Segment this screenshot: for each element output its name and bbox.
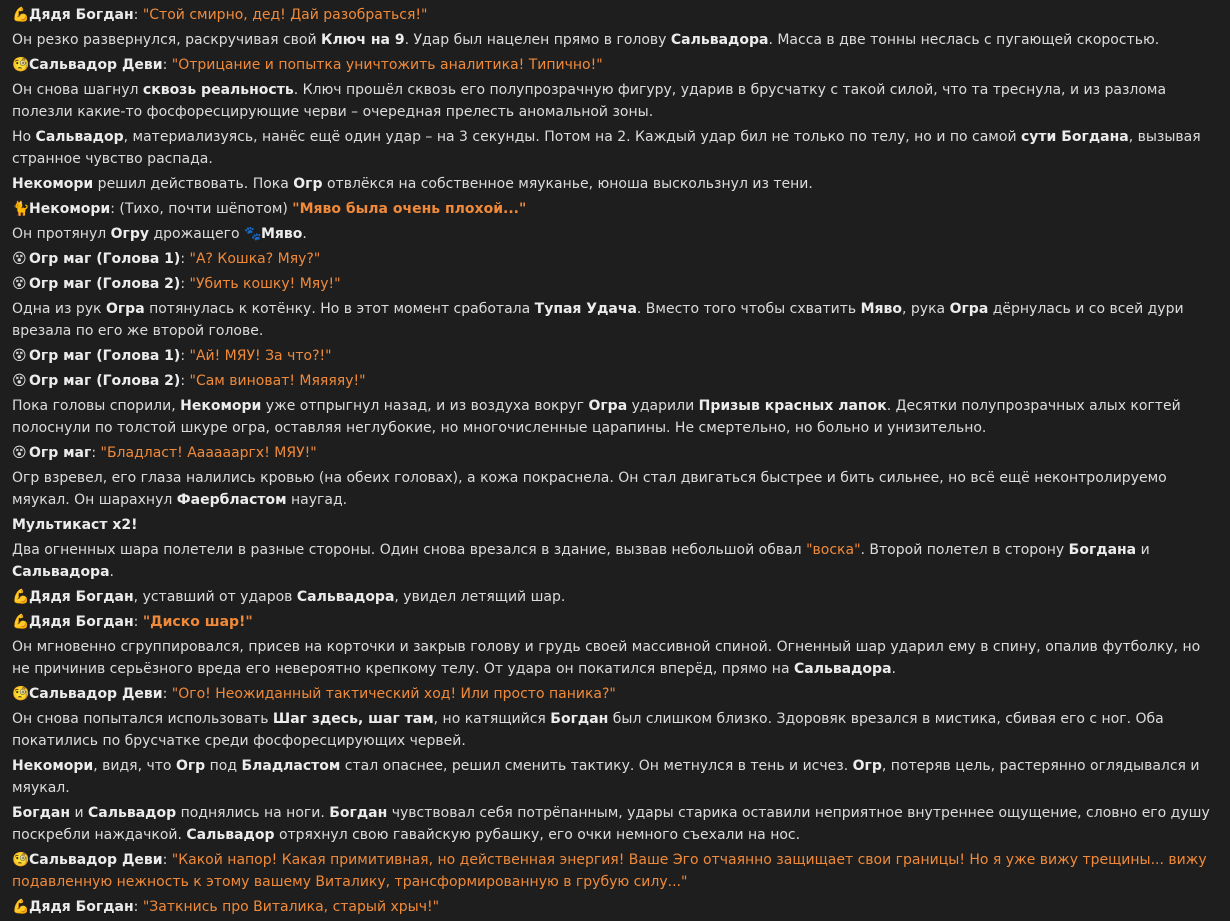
message-text: . Ключ прошёл сквозь его полупрозрачную фигуру, ударив в брусчатку с такой силой, что та треснула, и из разлома полезли какие-то фосфоресцирующие черви – очередная прелесть аномальной зоны. (12, 82, 1167, 120)
bold-text: Огру (110, 226, 150, 242)
quote-text: "Ого! Неожиданный тактический ход! Или просто паника?" (171, 686, 616, 702)
message-text: стал опаснее, решил сменить тактику. Он метнулся в тень и исчез. (340, 758, 853, 774)
message-text: , но катящийся (433, 711, 551, 727)
message-text: : (180, 373, 190, 389)
emoji-icon: 😵 (12, 445, 27, 461)
bold-text: Огр (852, 758, 882, 774)
message-text: и (70, 805, 89, 821)
bold-text: Дядя Богдан (29, 899, 134, 915)
bold-text: Богдан (12, 805, 71, 821)
chat-message (12, 4, 1222, 26)
bold-text: Дядя Богдан (29, 614, 134, 630)
bold-text: Бладластом (241, 758, 341, 774)
emoji-icon: 😵 (12, 276, 27, 292)
bold-text: Огр маг (Голова 2) (29, 276, 181, 292)
message-text: : (Тихо, почти шёпотом) (110, 201, 293, 217)
chat-message (12, 298, 1222, 342)
message-text: : (133, 614, 143, 630)
message-text: : (180, 276, 190, 292)
bold-text: Дядя Богдан (29, 589, 134, 605)
quote-text: "Какой напор! Какая примитивная, но действенная энергия! Ваше Эго отчаянно защищает свои границы! Но я уже вижу трещины... вижу подавленную нежность к этому вашему Виталику, трансформированную в грубую силу..." (12, 852, 1207, 890)
bold-text: Огра (105, 301, 145, 317)
bold-text: сквозь реальность (142, 82, 294, 98)
bold-text: Мяво (260, 226, 303, 242)
message-text: Огр взревел, его глаза налились кровью (на обеих головах), а кожа покраснела. Он стал двигаться быстрее и бить сильнее, но всё ещё неконтролируемо мяукал. Он шарахнул (12, 470, 1167, 508)
bold-text: Сальвадора (793, 661, 892, 677)
chat-message (12, 79, 1222, 123)
bold-text: сути Богдана (1021, 129, 1129, 145)
message-text: . Вместо того чтобы схватить (636, 301, 861, 317)
bold-text: Огр (293, 176, 323, 192)
quote-text: "Сам виноват! Мяяяяу!" (189, 373, 366, 389)
quote-text: "Диско шар!" (142, 614, 253, 630)
chat-message (12, 273, 1222, 295)
message-text: , потеряв цель, растерянно оглядывался и мяукал. (12, 758, 1200, 796)
bold-text: Сальвадор Деви (29, 57, 163, 73)
message-text: под (205, 758, 242, 774)
message-text: и (1136, 542, 1150, 558)
emoji-icon: 💪 (12, 589, 30, 605)
chat-message (12, 636, 1222, 680)
bold-text: Мяво (860, 301, 903, 317)
bold-text: Богдана (1068, 542, 1137, 558)
quote-text: "Отрицание и попытка уничтожить аналитика! Типично!" (171, 57, 603, 73)
bold-text: Шаг здесь, шаг там (272, 711, 434, 727)
chat-message (12, 611, 1222, 633)
bold-text: Призыв красных лапок (698, 398, 887, 414)
message-text: дрожащего (149, 226, 244, 242)
message-text: . Второй полетел в сторону (860, 542, 1069, 558)
chat-message (12, 683, 1222, 705)
message-text: уже отпрыгнул назад, и из воздуха вокруг (261, 398, 589, 414)
message-text: Он резко развернулся, раскручивая свой (12, 32, 322, 48)
chat-message (12, 54, 1222, 76)
emoji-icon: 💪 (12, 614, 30, 630)
message-text: : (133, 7, 143, 23)
emoji-icon: 💪 (12, 899, 30, 915)
message-text: поднялись на ноги. (176, 805, 330, 821)
bold-text: Некомори (29, 201, 111, 217)
bold-text: Сальвадора (670, 32, 769, 48)
message-text: Он протянул (12, 226, 111, 242)
bold-text: Сальвадора (12, 564, 110, 580)
chat-message (12, 708, 1222, 752)
chat-message (12, 514, 1222, 536)
message-text: : (162, 57, 172, 73)
bold-text: Огра (588, 398, 628, 414)
emoji-icon: 🧐 (12, 57, 30, 73)
bold-text: Сальвадор (88, 805, 177, 821)
message-text: Он снова шагнул (12, 82, 143, 98)
message-text: чувствовал себя потрёпанным, удары старика оставили неприятное внутреннее ощущение, словно его душу поскребли наждачкой. (12, 805, 1210, 843)
chat-message (12, 173, 1222, 195)
message-text: был слишком близко. Здоровяк врезался в мистика, сбивая его с ног. Оба покатились по брусчатке среди фосфоресцирующих червей. (12, 711, 1164, 749)
bold-text: Огр маг (Голова 2) (29, 373, 181, 389)
message-text: , рука (902, 301, 950, 317)
message-text: Но (12, 129, 36, 145)
emoji-icon: 🧐 (12, 686, 30, 702)
emoji-icon: 😵 (12, 251, 27, 267)
quote-text: "Заткнись про Виталика, старый хрыч!" (142, 899, 440, 915)
message-text: Одна из рук (12, 301, 106, 317)
chat-message (12, 802, 1222, 846)
quote-text: "воска" (806, 542, 861, 558)
emoji-icon: 😵 (12, 373, 27, 389)
bold-text: Некомори (12, 176, 94, 192)
bold-text: Богдан (550, 711, 609, 727)
quote-text: "Ай! МЯУ! За что?!" (189, 348, 332, 364)
message-text: , уставший от ударов (133, 589, 297, 605)
message-text: . Масса в две тонны неслась с пугающей скоростью. (768, 32, 1160, 48)
quote-text: "А? Кошка? Мяу?" (189, 251, 321, 267)
chat-message (12, 467, 1222, 511)
message-text: , материализуясь, нанёс ещё один удар – на 3 секунды. Потом на 2. Каждый удар бил не только по телу, но и по самой (123, 129, 1021, 145)
quote-text: "Убить кошку! Мяу!" (189, 276, 341, 292)
chat-log (12, 4, 1222, 921)
message-text: отряхнул свою гавайскую рубашку, его очки немного съехали на нос. (274, 827, 801, 843)
chat-message (12, 345, 1222, 367)
message-text: : (180, 251, 190, 267)
chat-message (12, 370, 1222, 392)
bold-text: Некомори (180, 398, 262, 414)
message-text: . (302, 226, 307, 242)
message-text: Он мгновенно сгруппировался, присев на корточки и закрыв голову и грудь своей массивной спиной. Огненный шар ударил ему в спину, опалив футболку, но не причинив серьёзного вреда его невероятно крепкому телу. От удара он покатился вперёд, прямо на (12, 639, 1201, 677)
emoji-icon: 🐾 (243, 226, 262, 242)
bold-text: Дядя Богдан (29, 7, 134, 23)
message-text: Пока головы спорили, (12, 398, 181, 414)
bold-text: Сальвадора (296, 589, 395, 605)
bold-text: Огр маг (29, 445, 92, 461)
message-text: . Десятки полупрозрачных алых когтей полоснули по толстой шкуре огра, оставляя неглубокие, но многочисленные царапины. Не смертельно, но больно и унизительно. (12, 398, 1181, 436)
message-text: . (109, 564, 114, 580)
message-text: потянулась к котёнку. Но в этот момент сработала (144, 301, 535, 317)
emoji-icon: 🧐 (12, 852, 30, 868)
quote-text: "Бладласт! Ааааааргх! МЯУ!" (100, 445, 317, 461)
message-text: наугад. (286, 492, 348, 508)
message-text: решил действовать. Пока (93, 176, 294, 192)
chat-message (12, 223, 1222, 245)
chat-message (12, 755, 1222, 799)
chat-message (12, 248, 1222, 270)
bold-text: Огр маг (Голова 1) (29, 348, 181, 364)
chat-message (12, 896, 1222, 918)
message-text: : (162, 852, 172, 868)
bold-text: Мультикаст x2! (12, 517, 138, 533)
bold-text: Богдан (329, 805, 388, 821)
emoji-icon: 😵 (12, 348, 27, 364)
bold-text: Некомори (12, 758, 94, 774)
chat-message (12, 442, 1222, 464)
message-text: дёрнулась и со всей дури врезала по его же второй голове. (12, 301, 1184, 339)
bold-text: Огра (949, 301, 989, 317)
message-text: . Удар был нацелен прямо в голову (404, 32, 671, 48)
message-text: , увидел летящий шар. (394, 589, 566, 605)
message-text: : (162, 686, 172, 702)
message-text: : (91, 445, 101, 461)
emoji-icon: 💪 (12, 7, 30, 23)
bold-text: Огр (175, 758, 206, 774)
message-text: : (133, 899, 143, 915)
message-text: Он снова попытался использовать (12, 711, 273, 727)
chat-message (12, 29, 1222, 51)
chat-message (12, 395, 1222, 439)
chat-message (12, 849, 1222, 893)
quote-text: "Мяво была очень плохой..." (292, 201, 527, 217)
message-text: отвлёкся на собственное мяуканье, юноша выскользнул из тени. (322, 176, 813, 192)
bold-text: Сальвадор (35, 129, 124, 145)
message-text: : (180, 348, 190, 364)
emoji-icon: 🐈 (12, 201, 30, 217)
message-text: ударили (627, 398, 699, 414)
bold-text: Сальвадор (186, 827, 275, 843)
chat-message (12, 586, 1222, 608)
bold-text: Сальвадор Деви (29, 686, 163, 702)
bold-text: Ключ на 9 (321, 32, 405, 48)
message-text: , вызывая странное чувство распада. (12, 129, 1201, 167)
bold-text: Сальвадор Деви (29, 852, 163, 868)
message-text: . (891, 661, 896, 677)
bold-text: Фаербластом (176, 492, 287, 508)
bold-text: Тупая Удача (534, 301, 637, 317)
quote-text: "Стой смирно, дед! Дай разобраться!" (142, 7, 428, 23)
chat-message (12, 126, 1222, 170)
chat-message (12, 539, 1222, 583)
bold-text: Огр маг (Голова 1) (29, 251, 181, 267)
message-text: , видя, что (93, 758, 176, 774)
message-text: Два огненных шара полетели в разные стороны. Один снова врезался в здание, вызвав небольшой обвал (12, 542, 807, 558)
chat-message (12, 198, 1222, 220)
